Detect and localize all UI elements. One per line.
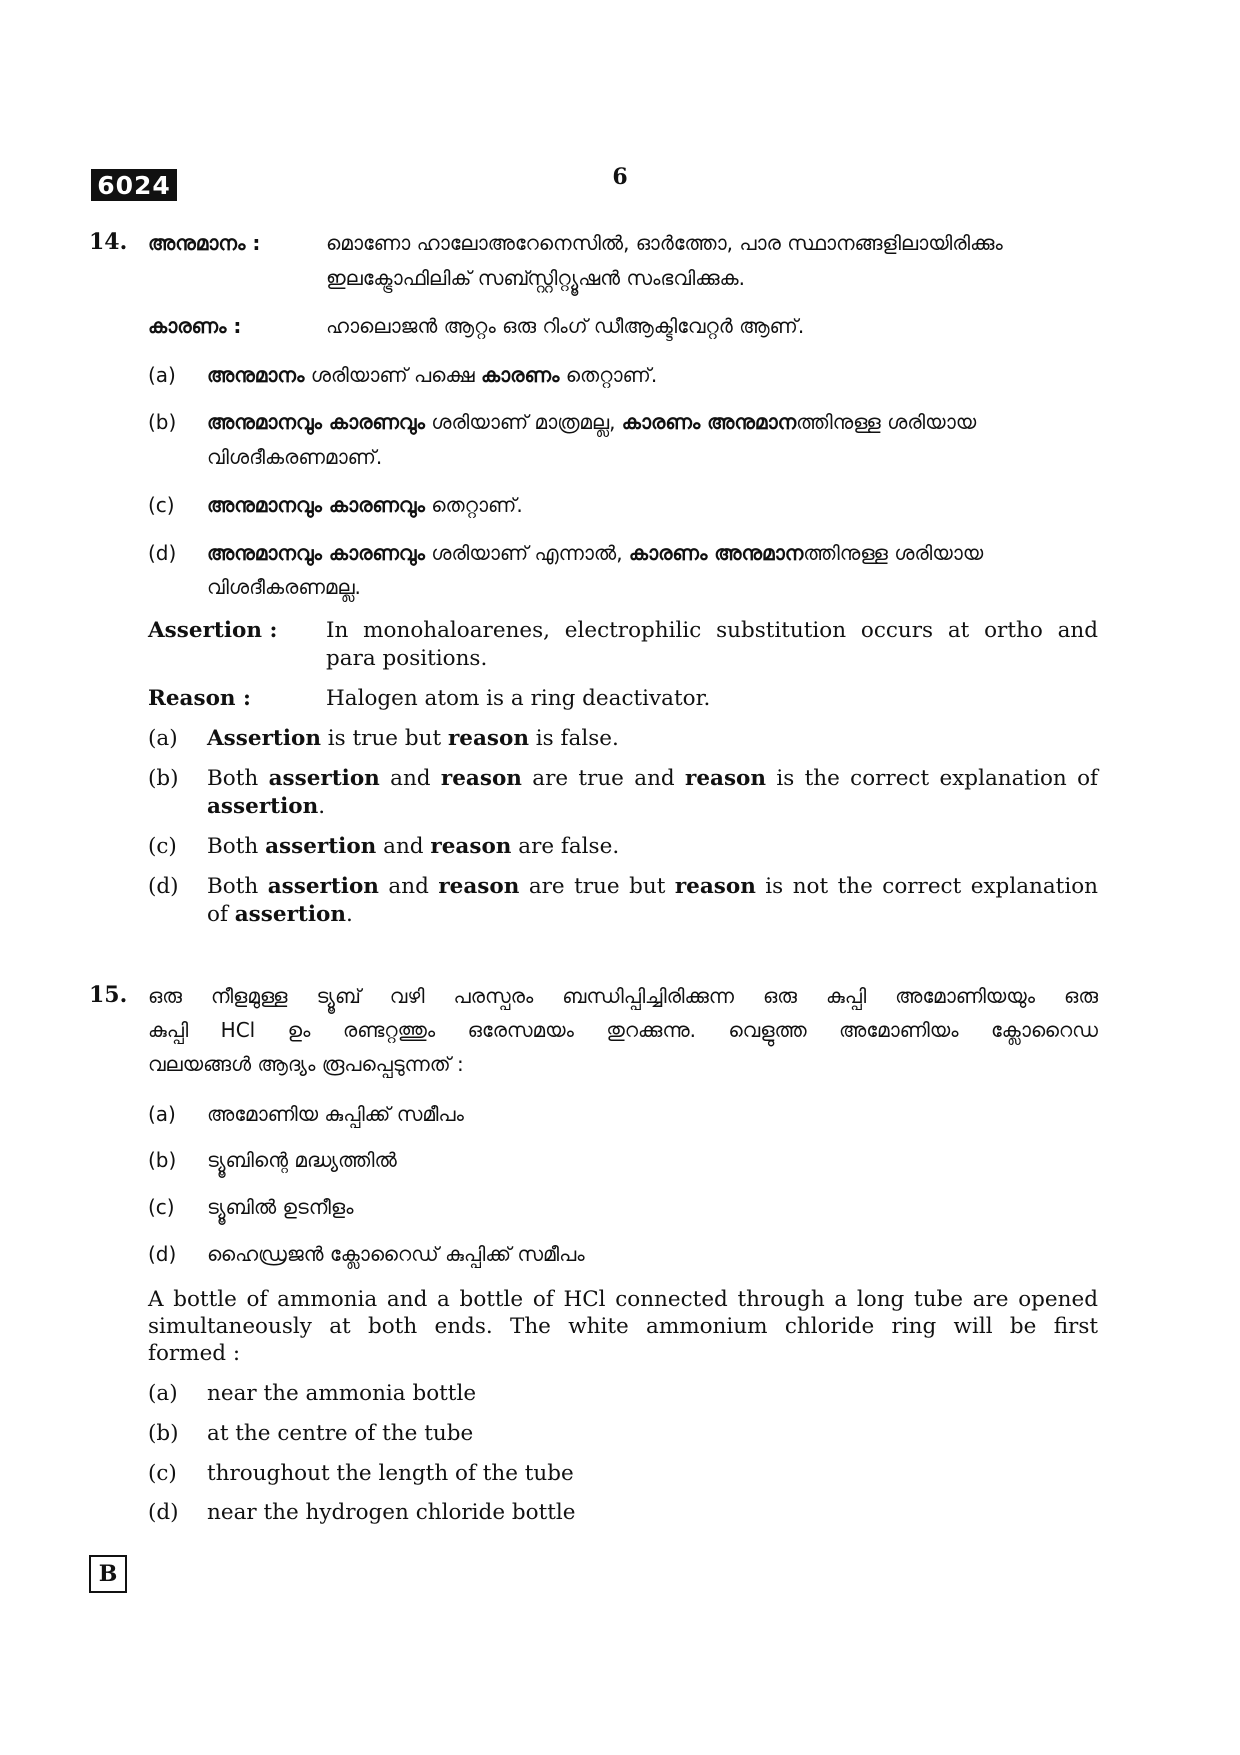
page-number: 6 (612, 164, 628, 190)
option-text: are true and (521, 766, 686, 791)
option-bold: assertion (234, 902, 346, 927)
q15-ml-option-b-letter: (b) (148, 1148, 177, 1172)
q14-ml-option-b-line2: വിശദീകരണമാണ്. (207, 445, 383, 469)
q14-en-reason-text: Halogen atom is a ring deactivator. (326, 686, 711, 711)
q14-en-option-b-letter: (b) (148, 766, 179, 791)
option-bold: reason (430, 834, 512, 859)
option-text: ശരിയാണ് പക്ഷെ (304, 363, 481, 387)
option-text: തെറ്റാണ്. (424, 493, 523, 517)
option-text: are false. (511, 834, 620, 859)
q14-ml-assertion-label: അനുമാനം : (148, 231, 261, 255)
option-text: ത്തിനുള്ള ശരിയായ (796, 410, 977, 434)
option-text: . (318, 794, 326, 819)
q15-en-option-b[interactable]: at the centre of the tube (207, 1421, 474, 1446)
q15-en-option-b-letter: (b) (148, 1421, 179, 1446)
option-text: ശരിയാണ് എന്നാൽ, (424, 541, 629, 565)
option-text: is not the correct explanation (755, 874, 1098, 899)
q14-en-option-c-letter: (c) (148, 834, 177, 859)
q15-ml-stem-line2: കുപ്പി HCl ഉം രണ്ടറ്റത്തും ഒരേസമയം തുറക്കുന്നു. വെളുത്ത അമോണിയം ക്ലോറൈഡ (148, 1018, 1098, 1042)
option-bold: reason (674, 874, 756, 899)
q14-ml-option-a-letter: (a) (148, 363, 176, 387)
q15-ml-stem-line3: വലയങ്ങൾ ആദ്യം രൂപപ്പെടുന്നത് : (148, 1052, 464, 1076)
q15-ml-option-d[interactable]: ഹൈഡ്രജൻ ക്ലോറൈഡ് കുപ്പിക്ക് സമീപം (207, 1242, 585, 1266)
q15-en-option-d[interactable]: near the hydrogen chloride bottle (207, 1500, 576, 1525)
q14-ml-option-a[interactable] (207, 361, 657, 390)
option-bold: assertion (207, 794, 319, 819)
q14-ml-assertion-line2: ഇലക്ട്രോഫിലിക് സബ്സ്റ്റിറ്റ്യൂഷൻ സംഭവിക്കുക. (326, 266, 745, 290)
q15-en-option-c[interactable]: throughout the length of the tube (207, 1461, 574, 1486)
q14-ml-option-b-letter: (b) (148, 410, 177, 434)
option-text: Both (207, 834, 266, 859)
q14-en-option-d-line2 (207, 900, 353, 929)
option-bold: assertion (265, 834, 377, 859)
q14-en-option-c[interactable] (207, 832, 619, 861)
q14-ml-option-d[interactable] (207, 539, 983, 568)
q15-en-option-c-letter: (c) (148, 1461, 177, 1486)
q14-ml-option-c[interactable] (207, 491, 523, 520)
option-bold: assertion (268, 766, 380, 791)
option-bold: അനുമാനവും കാരണവും (207, 410, 425, 434)
q14-ml-option-c-letter: (c) (148, 493, 175, 517)
booklet-code-box (89, 1555, 127, 1593)
q14-ml-reason-label: കാരണം : (148, 314, 242, 338)
option-bold: കാരണം അനുമാന (621, 410, 797, 434)
q14-ml-option-d-letter: (d) (148, 541, 177, 565)
q15-en-option-a-letter: (a) (148, 1381, 178, 1406)
q15-en-option-d-letter: (d) (148, 1500, 179, 1525)
option-bold: assertion (267, 874, 379, 899)
q15-ml-option-c-letter: (c) (148, 1195, 175, 1219)
question-number-15: 15. (89, 982, 128, 1008)
option-text: is false. (528, 726, 619, 751)
paper-code: 6024 (97, 170, 171, 200)
q14-en-option-d[interactable] (207, 872, 1098, 901)
option-text: is true but (320, 726, 448, 751)
option-text: Both (207, 874, 268, 899)
option-text: is the correct explanation of (766, 766, 1098, 791)
q14-en-option-a[interactable] (207, 724, 619, 753)
q14-ml-assertion-line1: മൊണോ ഹാലോഅറേനെസിൽ, ഓർത്തോ, പാര സ്ഥാനങ്ങളിലായിരിക്കും (326, 231, 1003, 255)
option-bold: reason (440, 766, 522, 791)
option-text: and (379, 766, 441, 791)
q15-ml-option-b[interactable]: ട്യൂബിന്റെ മദ്ധ്യത്തിൽ (207, 1148, 397, 1172)
option-text: of (207, 902, 235, 927)
option-text: ത്തിനുള്ള ശരിയായ (803, 541, 984, 565)
q15-en-stem-line2: simultaneously at both ends. The white ammonium chloride ring will be first (148, 1314, 1098, 1339)
option-text: ശരിയാണ് മാത്രമല്ല, (424, 410, 622, 434)
q14-en-assertion-label: Assertion : (148, 618, 278, 643)
option-text: and (376, 834, 431, 859)
q15-ml-option-a[interactable]: അമോണിയ കുപ്പിക്ക് സമീപം (207, 1102, 464, 1126)
q15-ml-option-a-letter: (a) (148, 1102, 176, 1126)
option-bold: reason (685, 766, 767, 791)
q14-en-option-b-line2 (207, 792, 325, 821)
option-bold: reason (438, 874, 520, 899)
q14-ml-reason-text: ഹാലൊജൻ ആറ്റം ഒരു റിംഗ് ഡീആക്ടിവേറ്റർ ആണ്. (326, 314, 805, 338)
option-bold: കാരണം അനുമാന (628, 541, 804, 565)
option-bold: അനുമാനവും കാരണവും (207, 541, 425, 565)
q15-ml-option-d-letter: (d) (148, 1242, 177, 1266)
option-text: are true but (519, 874, 675, 899)
option-bold: reason (447, 726, 529, 751)
q15-ml-option-c[interactable]: ട്യൂബിൽ ഉടനീളം (207, 1195, 354, 1219)
q14-ml-option-b[interactable] (207, 408, 976, 437)
q14-en-option-a-letter: (a) (148, 726, 178, 751)
question-number-14: 14. (89, 229, 128, 255)
option-text: തെറ്റാണ്. (559, 363, 658, 387)
option-bold: Assertion (207, 726, 321, 751)
q14-en-assertion-line1: In monohaloarenes, electrophilic substitution occurs at ortho and (326, 618, 1098, 643)
option-text: . (345, 902, 353, 927)
option-text: and (378, 874, 439, 899)
q14-en-assertion-line2: para positions. (326, 646, 488, 671)
option-text: Both (207, 766, 269, 791)
option-bold: അനുമാനവും കാരണവും (207, 493, 425, 517)
q15-en-option-a[interactable]: near the ammonia bottle (207, 1381, 477, 1406)
option-bold: കാരണം (480, 363, 560, 387)
q14-en-option-d-letter: (d) (148, 874, 179, 899)
q14-ml-option-d-line2: വിശദീകരണമല്ല. (207, 575, 361, 599)
option-bold: അനുമാനം (207, 363, 305, 387)
q15-en-stem-line1: A bottle of ammonia and a bottle of HCl connected through a long tube are opened (148, 1287, 1098, 1312)
q14-en-option-b[interactable] (207, 764, 1098, 793)
booklet-code: B (98, 1561, 118, 1587)
q14-en-reason-label: Reason : (148, 686, 251, 711)
q15-ml-stem-line1: ഒരു നീളമുള്ള ട്യൂബ് വഴി പരസ്പരം ബന്ധിപ്പിച്ചിരിക്കുന്ന ഒരു കുപ്പി അമോണിയയും ഒരു (148, 984, 1098, 1008)
q15-en-stem-line3: formed : (148, 1341, 241, 1366)
